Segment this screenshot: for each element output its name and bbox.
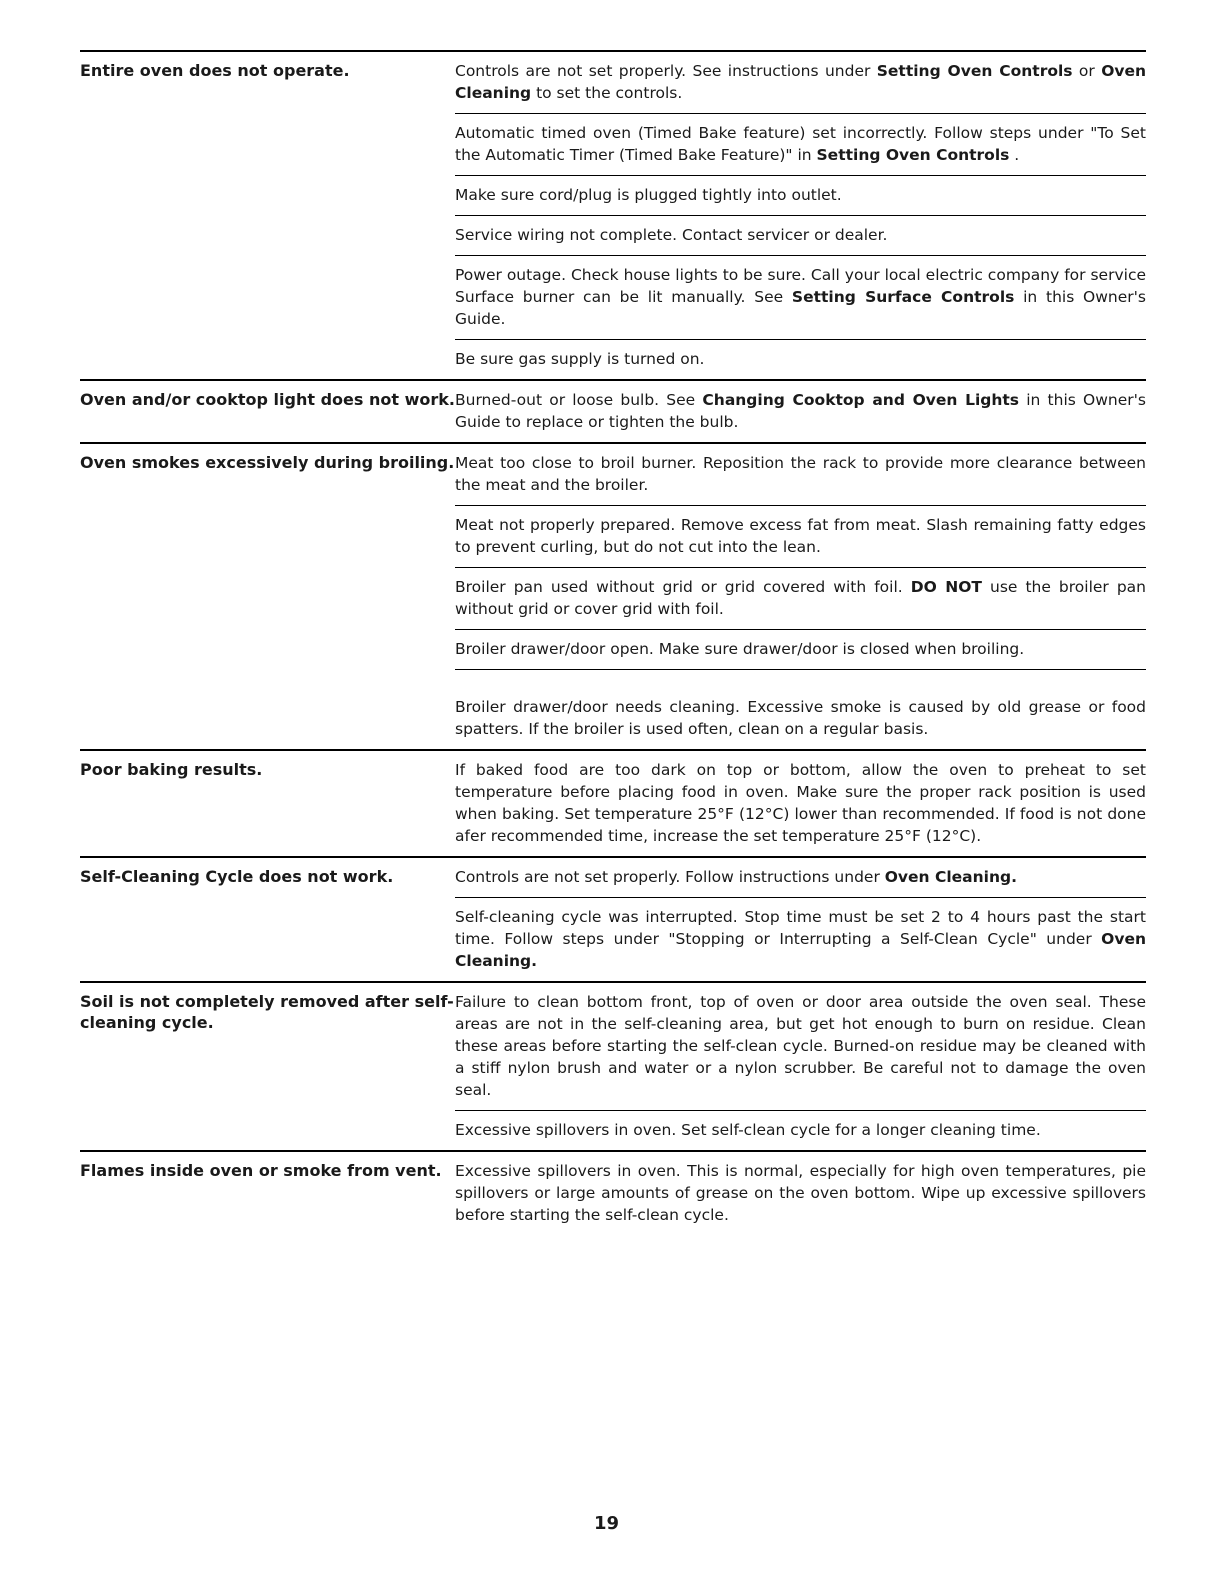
cause-solution (455, 505, 1146, 567)
cause-text: Controls are not set properly. Follow instructions under (455, 868, 885, 886)
cause-solution (455, 567, 1146, 629)
cause-text: or (1072, 62, 1102, 80)
problem-row (80, 981, 1146, 1150)
cause-text: Excessive spillovers in oven. Set self-clean cycle for a longer cleaning time. (455, 1121, 1041, 1139)
cause-solution (455, 255, 1146, 339)
cause-solution (455, 629, 1146, 669)
problem-row (80, 856, 1146, 981)
cause-solution (455, 381, 1146, 442)
page-number: 19 (593, 1513, 620, 1534)
cause-text: Service wiring not complete. Contact servicer or dealer. (455, 226, 888, 244)
cause-text: in this Owner's Guide. (455, 288, 1146, 328)
cause-text: If baked food are too dark on top or bottom, allow the oven to preheat to set temperature before placing food in oven. Make sure the proper rack position is used when baking. Set temperature 25°F (12°C) lower than recommended. If food is not done afer recommended time, increase the set temperature 25°F (12°C). (455, 761, 1146, 845)
cause-solution (455, 897, 1146, 981)
cause-list (455, 751, 1146, 856)
cause-solution (455, 751, 1146, 856)
problem-row (80, 749, 1146, 856)
cause-list (455, 1152, 1146, 1235)
cause-text: use the broiler pan without grid or cover grid with foil. (455, 578, 1146, 618)
problem-heading: Flames inside oven or smoke from vent. (80, 1161, 442, 1180)
cause-list (455, 52, 1146, 379)
problem-heading: Soil is not completely removed after self-cleaning cycle. (80, 992, 454, 1032)
cause-solution (455, 339, 1146, 379)
cause-list (455, 858, 1146, 981)
cause-text: Be sure gas supply is turned on. (455, 350, 705, 368)
bold-reference: Changing Cooktop and Oven Lights (702, 391, 1020, 409)
problem-row (80, 1150, 1146, 1235)
troubleshooting-table (80, 50, 1146, 1235)
cause-solution (455, 1110, 1146, 1150)
bold-reference: DO NOT (910, 578, 982, 596)
cause-text: to set the controls. (531, 84, 683, 102)
cause-text: Meat too close to broil burner. Reposition the rack to provide more clearance between the meat and the broiler. (455, 454, 1146, 494)
problem-row (80, 442, 1146, 749)
bold-reference: Setting Oven Controls (816, 146, 1010, 164)
problem-heading: Oven and/or cooktop light does not work. (80, 390, 455, 409)
bold-reference: Oven Cleaning. (455, 930, 1146, 970)
cause-text: Self-cleaning cycle was interrupted. Stop time must be set 2 to 4 hours past the start time. Follow steps under "Stopping or Interrupting a Self-Clean Cycle" under (455, 908, 1146, 948)
cause-text: Broiler pan used without grid or grid covered with foil. (455, 578, 911, 596)
cause-list (455, 983, 1146, 1150)
cause-text: Excessive spillovers in oven. This is normal, especially for high oven temperatures, pie spillovers or large amounts of grease on the oven bottom. Wipe up excessive spillovers before starting the self-clean cycle. (455, 1162, 1146, 1224)
cause-text: Make sure cord/plug is plugged tightly into outlet. (455, 186, 842, 204)
cause-text: Controls are not set properly. See instructions under (455, 62, 877, 80)
cause-solution (455, 858, 1146, 897)
problem-row (80, 50, 1146, 379)
cause-solution (455, 1152, 1146, 1235)
bold-reference: Setting Oven Controls (876, 62, 1073, 80)
cause-text: in this Owner's Guide to replace or tighten the bulb. (455, 391, 1146, 431)
cause-solution (455, 444, 1146, 505)
cause-solution (455, 983, 1146, 1110)
problem-heading: Poor baking results. (80, 760, 263, 779)
cause-text: Burned-out or loose bulb. See (455, 391, 703, 409)
bold-reference: Setting Surface Controls (791, 288, 1015, 306)
bold-reference: Oven Cleaning. (884, 868, 1017, 886)
cause-text: Broiler drawer/door open. Make sure drawer/door is closed when broiling. (455, 640, 1025, 658)
problem-heading: Entire oven does not operate. (80, 61, 350, 80)
cause-solution (455, 215, 1146, 255)
cause-text: Failure to clean bottom front, top of oven or door area outside the oven seal. These areas are not in the self-cleaning area, but get hot enough to burn on residue. Clean these areas before starting the self-clean cycle. Burned-on residue may be cleaned with a stiff nylon brush and water or a nylon scrubber. Be careful not to damage the oven seal. (455, 993, 1146, 1099)
cause-text: Automatic timed oven (Timed Bake feature) set incorrectly. Follow steps under "To Set the Automatic Timer (Timed Bake Feature)" in (455, 124, 1146, 164)
cause-solution (455, 52, 1146, 113)
problem-row (80, 379, 1146, 442)
cause-list (455, 444, 1146, 749)
cause-solution (455, 175, 1146, 215)
cause-text: Broiler drawer/door needs cleaning. Excessive smoke is caused by old grease or food spatters. If the broiler is used often, clean on a regular basis. (455, 698, 1146, 738)
bold-reference: Oven Cleaning (455, 62, 1147, 102)
problem-heading: Self-Cleaning Cycle does not work. (80, 867, 394, 886)
cause-text: . (1009, 146, 1020, 164)
cause-solution (455, 113, 1146, 175)
problem-heading: Oven smokes excessively during broiling. (80, 453, 455, 472)
cause-list (455, 381, 1146, 442)
cause-text: Power outage. Check house lights to be sure. Call your local electric company for service Surface burner can be lit manually. See (455, 266, 1146, 306)
cause-text: Meat not properly prepared. Remove excess fat from meat. Slash remaining fatty edges to prevent curling, but do not cut into the lean. (455, 516, 1146, 556)
cause-solution (455, 669, 1146, 749)
